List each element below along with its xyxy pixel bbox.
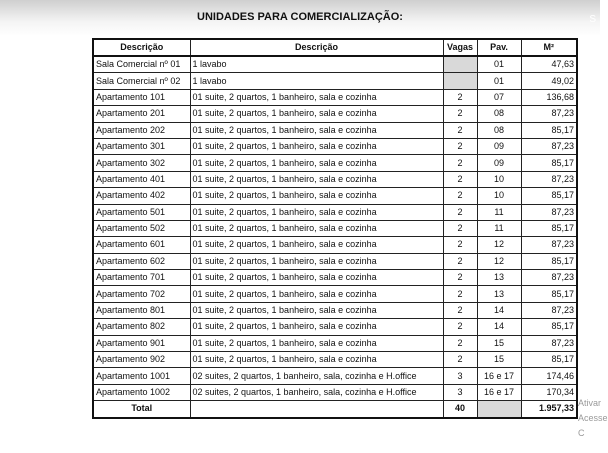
pav-cell: 01 bbox=[477, 56, 521, 73]
m2-cell: 85,17 bbox=[521, 220, 577, 236]
vagas-cell: 3 bbox=[443, 384, 477, 400]
unit-cell: Apartamento 402 bbox=[93, 188, 190, 204]
table-row bbox=[93, 138, 577, 154]
m2-cell: 87,23 bbox=[521, 204, 577, 220]
vagas-cell: 2 bbox=[443, 270, 477, 286]
description-cell: 02 suites, 2 quartos, 1 banheiro, sala, cozinha e H.office bbox=[190, 384, 443, 400]
m2-cell: 47,63 bbox=[521, 56, 577, 73]
unit-cell: Apartamento 1002 bbox=[93, 384, 190, 400]
m2-cell: 136,68 bbox=[521, 89, 577, 105]
total-vagas: 40 bbox=[443, 401, 477, 418]
total-m2: 1.957,33 bbox=[521, 401, 577, 418]
vagas-cell: 2 bbox=[443, 138, 477, 154]
vagas-cell: 2 bbox=[443, 155, 477, 171]
description-cell: 01 suite, 2 quartos, 1 banheiro, sala e cozinha bbox=[190, 237, 443, 253]
m2-cell: 85,17 bbox=[521, 253, 577, 269]
total-pav-cell bbox=[477, 401, 521, 418]
pav-cell: 15 bbox=[477, 352, 521, 368]
pav-cell: 11 bbox=[477, 204, 521, 220]
unit-cell: Apartamento 702 bbox=[93, 286, 190, 302]
unit-cell: Apartamento 101 bbox=[93, 89, 190, 105]
vagas-cell: 2 bbox=[443, 335, 477, 351]
pav-cell: 16 e 17 bbox=[477, 368, 521, 384]
unit-cell: Apartamento 701 bbox=[93, 270, 190, 286]
pav-cell: 09 bbox=[477, 138, 521, 154]
table-row bbox=[93, 237, 577, 253]
description-cell: 01 suite, 2 quartos, 1 banheiro, sala e cozinha bbox=[190, 204, 443, 220]
total-row bbox=[93, 401, 577, 418]
table-row bbox=[93, 302, 577, 318]
header-m2: M² bbox=[521, 39, 577, 56]
pav-cell: 12 bbox=[477, 237, 521, 253]
table-row bbox=[93, 89, 577, 105]
description-cell: 01 suite, 2 quartos, 1 banheiro, sala e cozinha bbox=[190, 188, 443, 204]
m2-cell: 87,23 bbox=[521, 237, 577, 253]
table-row bbox=[93, 56, 577, 73]
pav-cell: 14 bbox=[477, 302, 521, 318]
description-cell: 01 suite, 2 quartos, 1 banheiro, sala e cozinha bbox=[190, 319, 443, 335]
total-empty-cell bbox=[190, 401, 443, 418]
unit-cell: Apartamento 302 bbox=[93, 155, 190, 171]
unit-cell: Apartamento 401 bbox=[93, 171, 190, 187]
header-unit: Descrição bbox=[93, 39, 190, 56]
m2-cell: 85,17 bbox=[521, 188, 577, 204]
m2-cell: 174,46 bbox=[521, 368, 577, 384]
unit-cell: Apartamento 301 bbox=[93, 138, 190, 154]
table-row bbox=[93, 368, 577, 384]
pav-cell: 01 bbox=[477, 73, 521, 89]
unit-cell: Apartamento 602 bbox=[93, 253, 190, 269]
table-row bbox=[93, 171, 577, 187]
page-title: UNIDADES PARA COMERCIALIZAÇÃO: bbox=[197, 11, 403, 23]
vagas-cell: 2 bbox=[443, 302, 477, 318]
vagas-cell: 2 bbox=[443, 106, 477, 122]
corner-letter: S bbox=[589, 14, 596, 25]
table-row bbox=[93, 319, 577, 335]
header-vagas: Vagas bbox=[443, 39, 477, 56]
pav-cell: 08 bbox=[477, 122, 521, 138]
table-row bbox=[93, 286, 577, 302]
pav-cell: 15 bbox=[477, 335, 521, 351]
watermark-line-1: Ativar bbox=[578, 398, 602, 408]
unit-cell: Apartamento 501 bbox=[93, 204, 190, 220]
vagas-cell: 2 bbox=[443, 253, 477, 269]
description-cell: 01 suite, 2 quartos, 1 banheiro, sala e cozinha bbox=[190, 302, 443, 318]
unit-cell: Apartamento 802 bbox=[93, 319, 190, 335]
vagas-cell: 2 bbox=[443, 171, 477, 187]
m2-cell: 87,23 bbox=[521, 138, 577, 154]
pav-cell: 11 bbox=[477, 220, 521, 236]
vagas-cell: 2 bbox=[443, 89, 477, 105]
table-row bbox=[93, 204, 577, 220]
table-row bbox=[93, 73, 577, 89]
pav-cell: 10 bbox=[477, 188, 521, 204]
vagas-cell: 2 bbox=[443, 352, 477, 368]
m2-cell: 85,17 bbox=[521, 155, 577, 171]
m2-cell: 85,17 bbox=[521, 286, 577, 302]
m2-cell: 87,23 bbox=[521, 171, 577, 187]
m2-cell: 85,17 bbox=[521, 319, 577, 335]
pav-cell: 13 bbox=[477, 286, 521, 302]
unit-cell: Sala Comercial nº 02 bbox=[93, 73, 190, 89]
description-cell: 01 suite, 2 quartos, 1 banheiro, sala e cozinha bbox=[190, 138, 443, 154]
table-row bbox=[93, 352, 577, 368]
unit-cell: Apartamento 1001 bbox=[93, 368, 190, 384]
pav-cell: 16 e 17 bbox=[477, 384, 521, 400]
vagas-cell: 2 bbox=[443, 122, 477, 138]
vagas-cell bbox=[443, 73, 477, 89]
vagas-cell: 3 bbox=[443, 368, 477, 384]
unit-cell: Sala Comercial nº 01 bbox=[93, 56, 190, 73]
unit-cell: Apartamento 502 bbox=[93, 220, 190, 236]
vagas-cell: 2 bbox=[443, 204, 477, 220]
description-cell: 01 suite, 2 quartos, 1 banheiro, sala e cozinha bbox=[190, 106, 443, 122]
table-header-row bbox=[93, 39, 577, 56]
m2-cell: 87,23 bbox=[521, 106, 577, 122]
m2-cell: 49,02 bbox=[521, 73, 577, 89]
table-row bbox=[93, 106, 577, 122]
units-table bbox=[92, 38, 578, 419]
m2-cell: 87,23 bbox=[521, 270, 577, 286]
watermark-line-2: Acesse C bbox=[578, 413, 608, 438]
description-cell: 01 suite, 2 quartos, 1 banheiro, sala e cozinha bbox=[190, 171, 443, 187]
description-cell: 01 suite, 2 quartos, 1 banheiro, sala e cozinha bbox=[190, 286, 443, 302]
description-cell: 01 suite, 2 quartos, 1 banheiro, sala e cozinha bbox=[190, 220, 443, 236]
table-row bbox=[93, 155, 577, 171]
vagas-cell: 2 bbox=[443, 286, 477, 302]
vagas-cell bbox=[443, 56, 477, 73]
pav-cell: 13 bbox=[477, 270, 521, 286]
unit-cell: Apartamento 201 bbox=[93, 106, 190, 122]
activation-watermark bbox=[578, 396, 608, 441]
m2-cell: 85,17 bbox=[521, 122, 577, 138]
pav-cell: 07 bbox=[477, 89, 521, 105]
total-label: Total bbox=[93, 401, 190, 418]
table-row bbox=[93, 188, 577, 204]
description-cell: 01 suite, 2 quartos, 1 banheiro, sala e cozinha bbox=[190, 335, 443, 351]
unit-cell: Apartamento 902 bbox=[93, 352, 190, 368]
m2-cell: 87,23 bbox=[521, 302, 577, 318]
description-cell: 01 suite, 2 quartos, 1 banheiro, sala e cozinha bbox=[190, 122, 443, 138]
unit-cell: Apartamento 801 bbox=[93, 302, 190, 318]
table-row bbox=[93, 270, 577, 286]
vagas-cell: 2 bbox=[443, 188, 477, 204]
description-cell: 01 suite, 2 quartos, 1 banheiro, sala e cozinha bbox=[190, 155, 443, 171]
pav-cell: 14 bbox=[477, 319, 521, 335]
vagas-cell: 2 bbox=[443, 237, 477, 253]
description-cell: 1 lavabo bbox=[190, 56, 443, 73]
table-row bbox=[93, 220, 577, 236]
m2-cell: 87,23 bbox=[521, 335, 577, 351]
vagas-cell: 2 bbox=[443, 220, 477, 236]
description-cell: 01 suite, 2 quartos, 1 banheiro, sala e cozinha bbox=[190, 352, 443, 368]
description-cell: 1 lavabo bbox=[190, 73, 443, 89]
table-row bbox=[93, 122, 577, 138]
header-description: Descrição bbox=[190, 39, 443, 56]
m2-cell: 170,34 bbox=[521, 384, 577, 400]
unit-cell: Apartamento 202 bbox=[93, 122, 190, 138]
table-row bbox=[93, 384, 577, 400]
pav-cell: 08 bbox=[477, 106, 521, 122]
pav-cell: 12 bbox=[477, 253, 521, 269]
pav-cell: 09 bbox=[477, 155, 521, 171]
unit-cell: Apartamento 601 bbox=[93, 237, 190, 253]
description-cell: 01 suite, 2 quartos, 1 banheiro, sala e cozinha bbox=[190, 253, 443, 269]
pav-cell: 10 bbox=[477, 171, 521, 187]
header-pav: Pav. bbox=[477, 39, 521, 56]
description-cell: 01 suite, 2 quartos, 1 banheiro, sala e cozinha bbox=[190, 89, 443, 105]
vagas-cell: 2 bbox=[443, 319, 477, 335]
unit-cell: Apartamento 901 bbox=[93, 335, 190, 351]
table-row bbox=[93, 253, 577, 269]
description-cell: 02 suites, 2 quartos, 1 banheiro, sala, cozinha e H.office bbox=[190, 368, 443, 384]
m2-cell: 85,17 bbox=[521, 352, 577, 368]
description-cell: 01 suite, 2 quartos, 1 banheiro, sala e cozinha bbox=[190, 270, 443, 286]
table-row bbox=[93, 335, 577, 351]
